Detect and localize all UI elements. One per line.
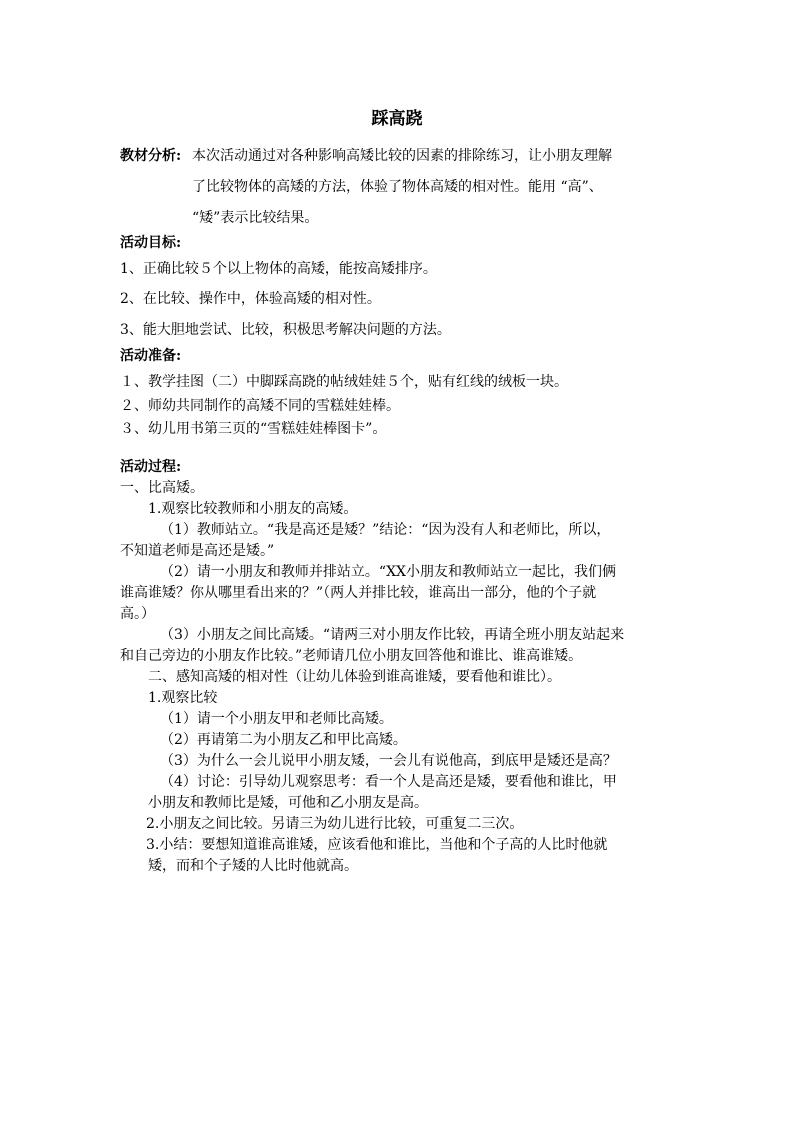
analysis-line-2: 了比较物体的高矮的方法，体验了物体高矮的相对性。能用 “高”、	[192, 179, 603, 195]
analysis-line-1: 本次活动通过对各种影响高矮比较的因素的排除练习，让小朋友理解	[192, 148, 612, 164]
goal-item: 3、能大胆地尝试、比较，积极思考解决问题的方法。	[120, 322, 451, 338]
process-line: （4）讨论：引导幼儿观察思考：看一个人是高还是矮，要看他和谁比，甲	[160, 774, 617, 790]
process-line: 一、比高矮。	[120, 480, 204, 496]
process-line: 1.观察比较	[148, 690, 218, 706]
prep-item: １、教学挂图（二）中脚踩高跷的帖绒娃娃５个，贴有红线的绒板一块。	[120, 374, 568, 390]
process-line: （2）请一小朋友和教师并排站立。“ⅩⅩ小朋友和教师站立一起比，我们俩	[160, 564, 616, 580]
prep-item: ３、幼儿用书第三页的“雪糕娃娃棒图卡”。	[120, 421, 387, 437]
process-line: 不知道老师是高还是矮。”	[120, 543, 275, 559]
analysis-line-3: “矮”表示比较结果。	[192, 210, 319, 226]
process-line: 3.小结：要想知道谁高谁矮，应该看他和谁比，当他和个子高的人比时他就	[146, 837, 608, 853]
process-line: （3）为什么一会儿说甲小朋友矮，一会儿有说他高，到底甲是矮还是高？	[160, 753, 617, 769]
prep-item: ２、师幼共同制作的高矮不同的雪糕娃娃棒。	[120, 398, 400, 414]
process-line: 谁高谁矮？你从哪里看出来的？”（两人并排比较，谁高出一部分，他的个子就	[120, 585, 597, 601]
process-line: 和自己旁边的小朋友作比较。”老师请几位小朋友回答他和谁比、谁高谁矮。	[120, 648, 583, 664]
process-heading: 活动过程:	[120, 459, 182, 475]
process-line: 高。）	[120, 606, 155, 622]
prep-heading: 活动准备:	[120, 348, 182, 364]
process-line: 小朋友和教师比是矮，可他和乙小朋友是高。	[148, 795, 428, 811]
process-line: 矮，而和个子矮的人比时他就高。	[148, 858, 358, 874]
process-line: （3）小朋友之间比高矮。“请两三对小朋友作比较，再请全班小朋友站起来	[160, 627, 625, 643]
process-line: 二、感知高矮的相对性（让幼儿体验到谁高谁矮，要看他和谁比）。	[148, 669, 561, 685]
goals-heading: 活动目标:	[120, 235, 182, 251]
process-line: 2.小朋友之间比较。另请三为幼儿进行比较，可重复二三次。	[146, 816, 524, 832]
goal-item: 2、在比较、操作中，体验高矮的相对性。	[120, 291, 381, 307]
process-line: （1）教师站立。“我是高还是矮？”结论：“因为没有人和老师比，所以，	[160, 522, 611, 538]
analysis-label: 教材分析:	[120, 148, 182, 164]
process-line: 1.观察比较教师和小朋友的高矮。	[148, 501, 358, 517]
goal-item: 1、正确比较５个以上物体的高矮，能按高矮排序。	[120, 261, 437, 277]
document-title: 踩高跷	[371, 109, 423, 129]
process-line: （1）请一个小朋友甲和老师比高矮。	[160, 711, 393, 727]
process-line: （2）再请第二为小朋友乙和甲比高矮。	[160, 732, 407, 748]
